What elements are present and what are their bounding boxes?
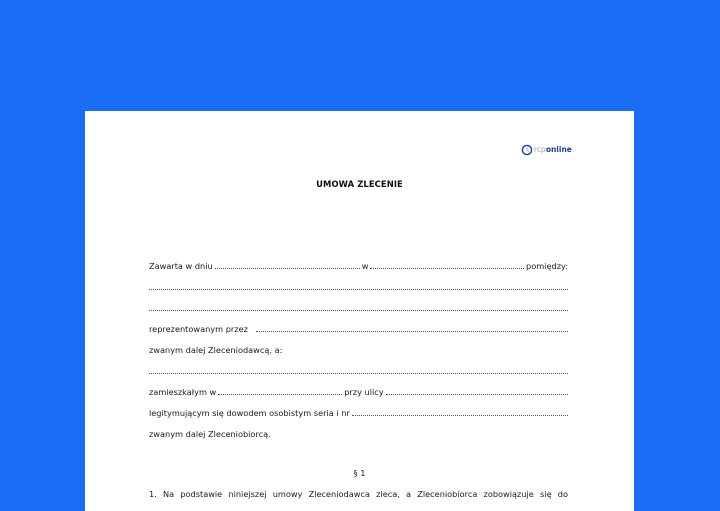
client-address-line xyxy=(149,302,568,314)
contractor-name-field[interactable] xyxy=(149,372,568,374)
id-card-field[interactable] xyxy=(352,414,568,416)
contract-date-place-line xyxy=(149,260,568,272)
resident-label: zamieszkałym w xyxy=(149,387,217,397)
contractor-name-line xyxy=(149,365,568,377)
called-client-line xyxy=(149,344,568,356)
client-name-line xyxy=(149,281,568,293)
represented-by-line xyxy=(149,323,568,335)
paragraph-1: 1. Na podstawie niniejszej umowy Zleceniodawca zleca, a Zleceniobiorca zobowiązuje się do xyxy=(149,489,568,499)
logo-text-rcp: rcp xyxy=(534,145,546,154)
document-page xyxy=(85,111,634,511)
logo-circle-icon xyxy=(521,144,533,156)
id-card-line xyxy=(149,407,568,419)
place-label: w xyxy=(361,261,369,271)
date-field[interactable] xyxy=(215,267,360,269)
street-field[interactable] xyxy=(386,393,568,395)
representative-field[interactable] xyxy=(256,330,568,332)
street-label: przy ulicy xyxy=(344,387,384,397)
client-address-field[interactable] xyxy=(149,309,568,311)
between-label: pomiędzy: xyxy=(526,261,568,271)
client-name-field[interactable] xyxy=(149,288,568,290)
id-card-label: legitymującym się dowodem osobistym seria i nr xyxy=(149,408,350,418)
section-1-heading: § 1 xyxy=(353,468,366,478)
logo-text-online: online xyxy=(545,145,572,154)
called-contractor-line xyxy=(149,428,568,440)
document-title: UMOWA ZLECENIE xyxy=(316,179,403,189)
represented-by-label: reprezentowanym przez xyxy=(149,324,248,334)
contract-date-label: Zawarta w dniu xyxy=(149,261,213,271)
called-contractor-label: zwanym dalej Zleceniobiorcą. xyxy=(149,429,271,439)
rcponline-logo xyxy=(521,144,572,156)
called-client-label: zwanym dalej Zleceniodawcą, a: xyxy=(149,345,283,355)
place-field[interactable] xyxy=(370,267,524,269)
resident-line xyxy=(149,386,568,398)
residence-field[interactable] xyxy=(218,393,342,395)
